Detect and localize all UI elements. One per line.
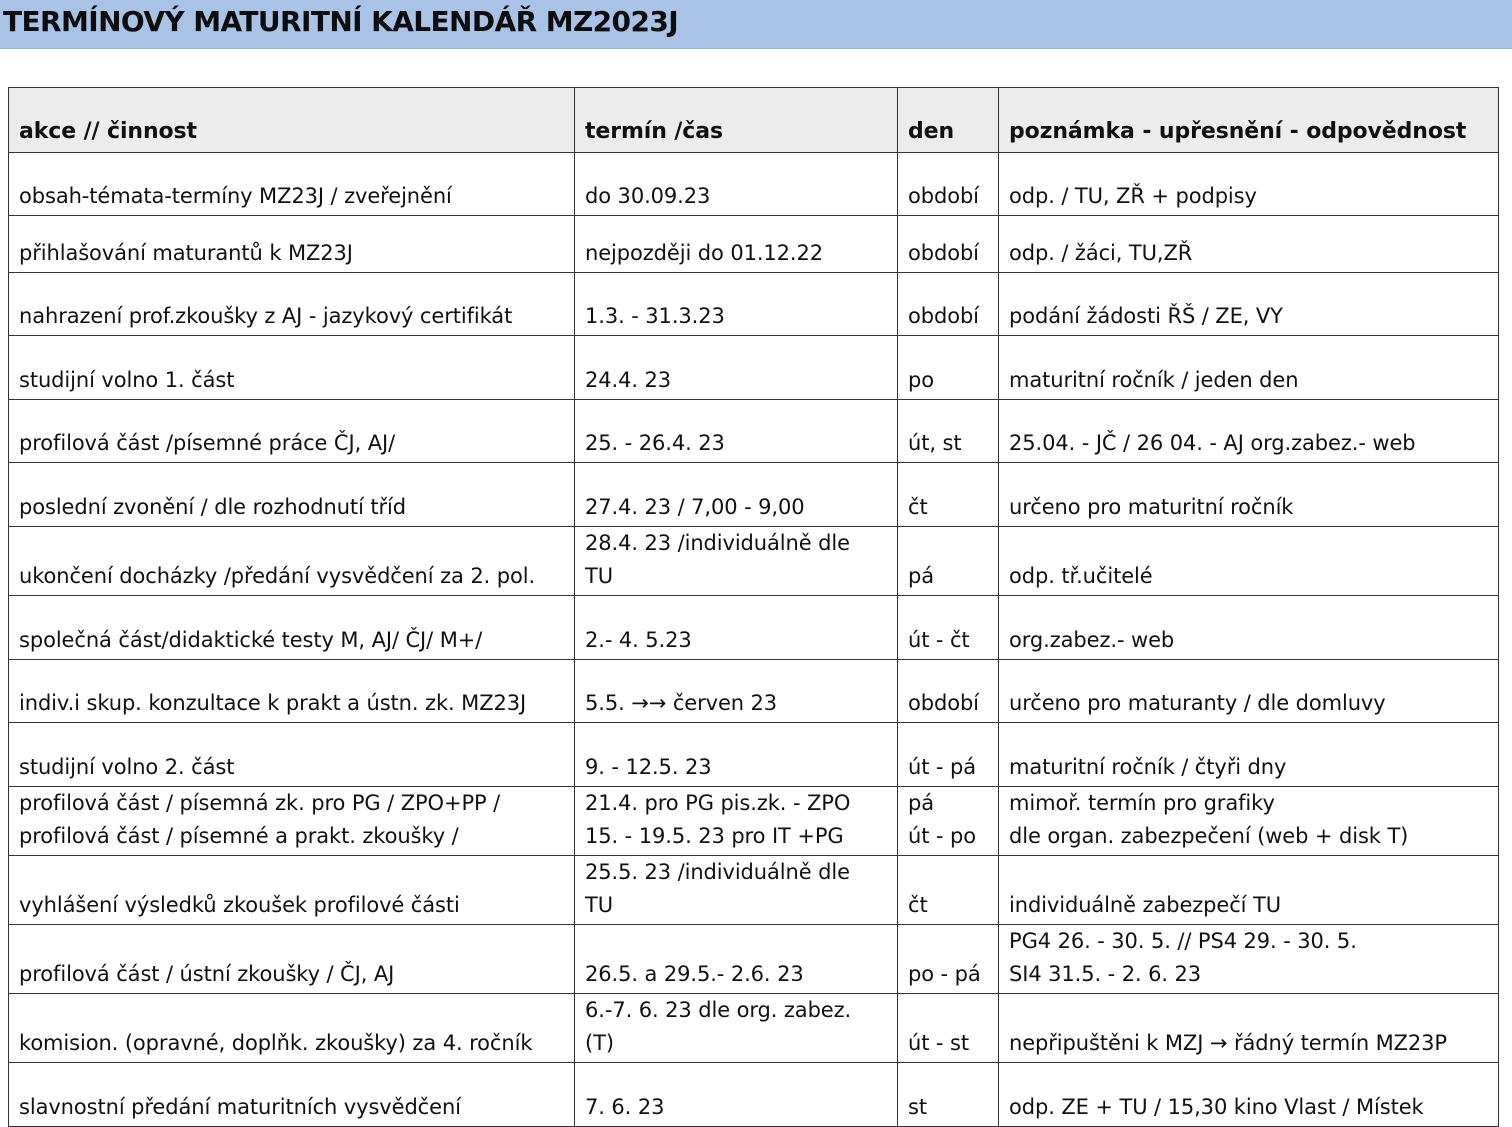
cell-note	[999, 527, 1499, 596]
cell-day	[898, 856, 999, 925]
note-text: PG4 26. - 30. 5. // PS4 29. - 30. 5.	[1009, 929, 1357, 953]
column-header-day: den	[898, 88, 999, 153]
cell-activity	[9, 660, 575, 723]
date-text: 1.3. - 31.3.23	[585, 304, 725, 328]
date-text: 9. - 12.5. 23	[585, 755, 712, 779]
activity-text: profilová část /písemné práce ČJ, AJ/	[19, 431, 396, 455]
date-text: 15. - 19.5. 23 pro IT +PG	[585, 824, 844, 848]
date-text: 6.-7. 6. 23 dle org. zabez.	[585, 998, 852, 1022]
table-body	[9, 153, 1499, 1127]
cell-activity	[9, 994, 575, 1063]
note-text: mimoř. termín pro grafiky	[1009, 791, 1275, 815]
date-text: 24.4. 23	[585, 368, 672, 392]
note-text: individuálně zabezpečí TU	[1009, 893, 1281, 917]
table-row	[9, 787, 1499, 856]
day-text: pá	[908, 564, 934, 588]
title-bar	[0, 0, 1512, 49]
cell-note	[999, 994, 1499, 1063]
cell-activity	[9, 723, 575, 787]
cell-day	[898, 400, 999, 463]
cell-date	[575, 336, 898, 400]
note-text: nepřipuštěni k MZJ → řádný termín MZ23P	[1009, 1031, 1447, 1055]
cell-day	[898, 994, 999, 1063]
cell-activity	[9, 925, 575, 994]
day-text: st	[908, 1095, 927, 1119]
date-text: 21.4. pro PG pis.zk. - ZPO	[585, 791, 851, 815]
note-text: dle organ. zabezpečení (web + disk T)	[1009, 824, 1409, 848]
day-text: út - po	[908, 824, 976, 848]
cell-note	[999, 153, 1499, 216]
cell-day	[898, 1063, 999, 1127]
table-row	[9, 336, 1499, 400]
cell-day	[898, 463, 999, 527]
cell-note	[999, 660, 1499, 723]
cell-day	[898, 660, 999, 723]
table-row	[9, 1063, 1499, 1127]
note-text: 25.04. - JČ / 26 04. - AJ org.zabez.- web	[1009, 431, 1416, 455]
day-text: období	[908, 241, 979, 265]
cell-date	[575, 660, 898, 723]
cell-date	[575, 787, 898, 856]
cell-day	[898, 336, 999, 400]
cell-activity	[9, 856, 575, 925]
cell-activity	[9, 596, 575, 660]
date-text: TU	[585, 893, 613, 917]
activity-text: nahrazení prof.zkoušky z AJ - jazykový certifikát	[19, 304, 513, 328]
cell-activity	[9, 153, 575, 216]
exam-calendar-table	[8, 87, 1499, 1127]
date-text: nejpozději do 01.12.22	[585, 241, 824, 265]
date-text: 28.4. 23 /individuálně dle	[585, 531, 850, 555]
cell-date	[575, 527, 898, 596]
cell-note	[999, 856, 1499, 925]
cell-date	[575, 1063, 898, 1127]
cell-activity	[9, 463, 575, 527]
day-text: út - čt	[908, 628, 970, 652]
cell-date	[575, 723, 898, 787]
column-header-date: termín /čas	[575, 88, 898, 153]
table-row	[9, 596, 1499, 660]
table-row	[9, 723, 1499, 787]
activity-text: studijní volno 1. část	[19, 368, 235, 392]
cell-activity	[9, 527, 575, 596]
cell-day	[898, 596, 999, 660]
note-text: maturitní ročník / jeden den	[1009, 368, 1299, 392]
cell-activity	[9, 336, 575, 400]
activity-text: profilová část / písemná zk. pro PG / ZPO+PP /	[19, 791, 501, 815]
cell-date	[575, 273, 898, 336]
cell-date	[575, 400, 898, 463]
cell-activity	[9, 273, 575, 336]
activity-text: společná část/didaktické testy M, AJ/ ČJ/ M+/	[19, 628, 483, 652]
note-text: odp. ZE + TU / 15,30 kino Vlast / Místek	[1009, 1095, 1424, 1119]
note-text: maturitní ročník / čtyři dny	[1009, 755, 1287, 779]
cell-note	[999, 336, 1499, 400]
page-title: TERMÍNOVÝ MATURITNÍ KALENDÁŘ MZ2023J	[3, 5, 679, 38]
cell-note	[999, 925, 1499, 994]
activity-text: komision. (opravné, doplňk. zkoušky) za 4. ročník	[19, 1031, 533, 1055]
note-text: podání žádosti ŘŠ / ZE, VY	[1009, 304, 1283, 328]
day-text: po - pá	[908, 962, 981, 986]
table-row	[9, 994, 1499, 1063]
cell-date	[575, 216, 898, 273]
date-text: 27.4. 23 / 7,00 - 9,00	[585, 495, 805, 519]
cell-activity	[9, 216, 575, 273]
note-text: určeno pro maturanty / dle domluvy	[1009, 691, 1386, 715]
cell-activity	[9, 1063, 575, 1127]
date-text: 25. - 26.4. 23	[585, 431, 725, 455]
day-text: období	[908, 184, 979, 208]
date-text: 5.5. →→ červen 23	[585, 691, 778, 715]
cell-activity	[9, 787, 575, 856]
day-text: út, st	[908, 431, 962, 455]
activity-text: poslední zvonění / dle rozhodnutí tříd	[19, 495, 407, 519]
day-text: čt	[908, 893, 928, 917]
cell-note	[999, 1063, 1499, 1127]
cell-day	[898, 216, 999, 273]
note-text: SI4 31.5. - 2. 6. 23	[1009, 962, 1202, 986]
activity-text: slavnostní předání maturitních vysvědčení	[19, 1095, 461, 1119]
activity-text: indiv.i skup. konzultace k prakt a ústn. zk. MZ23J	[19, 691, 527, 715]
date-text: 26.5. a 29.5.- 2.6. 23	[585, 962, 804, 986]
date-text: 2.- 4. 5.23	[585, 628, 692, 652]
activity-text: ukončení docházky /předání vysvědčení za 2. pol.	[19, 564, 536, 588]
cell-note	[999, 596, 1499, 660]
table-header-row	[9, 88, 1499, 153]
date-text: 7. 6. 23	[585, 1095, 665, 1119]
date-text: TU	[585, 564, 613, 588]
note-text: odp. / žáci, TU,ZŘ	[1009, 241, 1193, 265]
cell-note	[999, 400, 1499, 463]
cell-date	[575, 596, 898, 660]
table-row	[9, 273, 1499, 336]
cell-date	[575, 463, 898, 527]
table-row	[9, 400, 1499, 463]
cell-date	[575, 856, 898, 925]
day-text: čt	[908, 495, 928, 519]
table-row	[9, 153, 1499, 216]
note-text: org.zabez.- web	[1009, 628, 1175, 652]
cell-activity	[9, 400, 575, 463]
activity-text: profilová část / ústní zkoušky / ČJ, AJ	[19, 962, 395, 986]
activity-text: profilová část / písemné a prakt. zkoušky /	[19, 824, 459, 848]
cell-note	[999, 787, 1499, 856]
day-text: út - pá	[908, 755, 976, 779]
cell-date	[575, 994, 898, 1063]
cell-day	[898, 527, 999, 596]
column-header-note: poznámka - upřesnění - odpovědnost	[999, 88, 1499, 153]
day-text: období	[908, 304, 979, 328]
table-row	[9, 463, 1499, 527]
cell-date	[575, 925, 898, 994]
cell-note	[999, 463, 1499, 527]
cell-note	[999, 216, 1499, 273]
day-text: út - st	[908, 1031, 969, 1055]
note-text: odp. / TU, ZŘ + podpisy	[1009, 184, 1257, 208]
day-text: období	[908, 691, 979, 715]
note-text: určeno pro maturitní ročník	[1009, 495, 1294, 519]
table-row	[9, 856, 1499, 925]
day-text: pá	[908, 791, 934, 815]
activity-text: vyhlášení výsledků zkoušek profilové části	[19, 893, 460, 917]
table-row	[9, 925, 1499, 994]
cell-note	[999, 273, 1499, 336]
cell-day	[898, 723, 999, 787]
activity-text: přihlašování maturantů k MZ23J	[19, 241, 353, 265]
column-header-activity: akce // činnost	[9, 88, 575, 153]
day-text: po	[908, 368, 934, 392]
date-text: (T)	[585, 1031, 614, 1055]
date-text: do 30.09.23	[585, 184, 711, 208]
table-row	[9, 216, 1499, 273]
note-text: odp. tř.učitelé	[1009, 564, 1153, 588]
activity-text: studijní volno 2. část	[19, 755, 235, 779]
table-row	[9, 660, 1499, 723]
activity-text: obsah-témata-termíny MZ23J / zveřejnění	[19, 184, 452, 208]
table-row	[9, 527, 1499, 596]
cell-date	[575, 153, 898, 216]
cell-day	[898, 153, 999, 216]
cell-day	[898, 925, 999, 994]
cell-day	[898, 787, 999, 856]
cell-note	[999, 723, 1499, 787]
cell-day	[898, 273, 999, 336]
date-text: 25.5. 23 /individuálně dle	[585, 860, 850, 884]
